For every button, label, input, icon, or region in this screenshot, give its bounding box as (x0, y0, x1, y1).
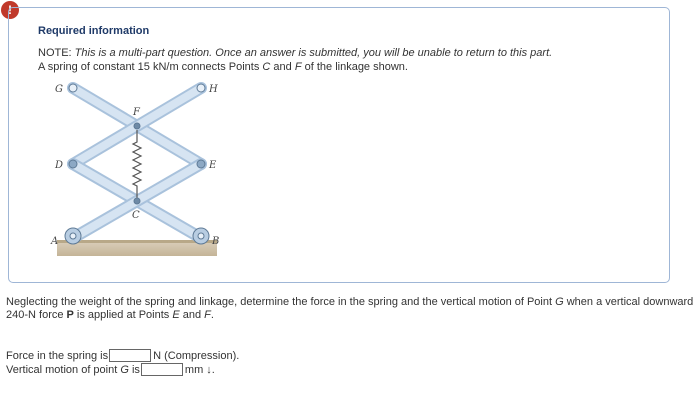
motion-unit: mm ↓. (184, 363, 215, 376)
force-answer-row (6, 349, 239, 362)
label-E: E (209, 160, 217, 171)
label-A: A (51, 236, 59, 247)
force-input[interactable] (109, 349, 151, 362)
linkage-figure (49, 78, 229, 266)
problem-note (38, 46, 552, 74)
label-C: C (132, 210, 140, 221)
label-D: D (55, 160, 64, 171)
panel-title: Required information (38, 25, 150, 37)
motion-label: Vertical motion of point G is (6, 363, 140, 376)
pin-E (197, 160, 205, 168)
alert-icon: ! (1, 1, 19, 19)
ground-base (57, 242, 217, 256)
label-H: H (209, 84, 218, 95)
label-B: B (212, 236, 220, 247)
force-unit: N (Compression). (153, 349, 240, 362)
label-F: F (133, 107, 140, 118)
required-info-panel (8, 7, 670, 283)
label-G: G (55, 84, 63, 95)
pin-F (134, 123, 140, 129)
pin-G (69, 84, 77, 92)
motion-input[interactable] (141, 363, 183, 376)
note-line: NOTE: This is a multi-part question. Once an answer is submitted, you will be unable to return to this part. (38, 47, 553, 59)
motion-answer-row (6, 363, 215, 376)
pin-D (69, 160, 77, 168)
pin-C (134, 198, 140, 204)
question-text: Neglecting the weight of the spring and linkage, determine the force in the spring and the vertical motion of Point G when a vertical downward 240-N force P is applied at Points E and F. (6, 296, 694, 321)
force-label: Force in the spring is (6, 349, 109, 362)
spring (133, 130, 141, 198)
pin-H (197, 84, 205, 92)
spring-description: A spring of constant 15 kN/m connects Points C and F of the linkage shown. (38, 61, 408, 73)
